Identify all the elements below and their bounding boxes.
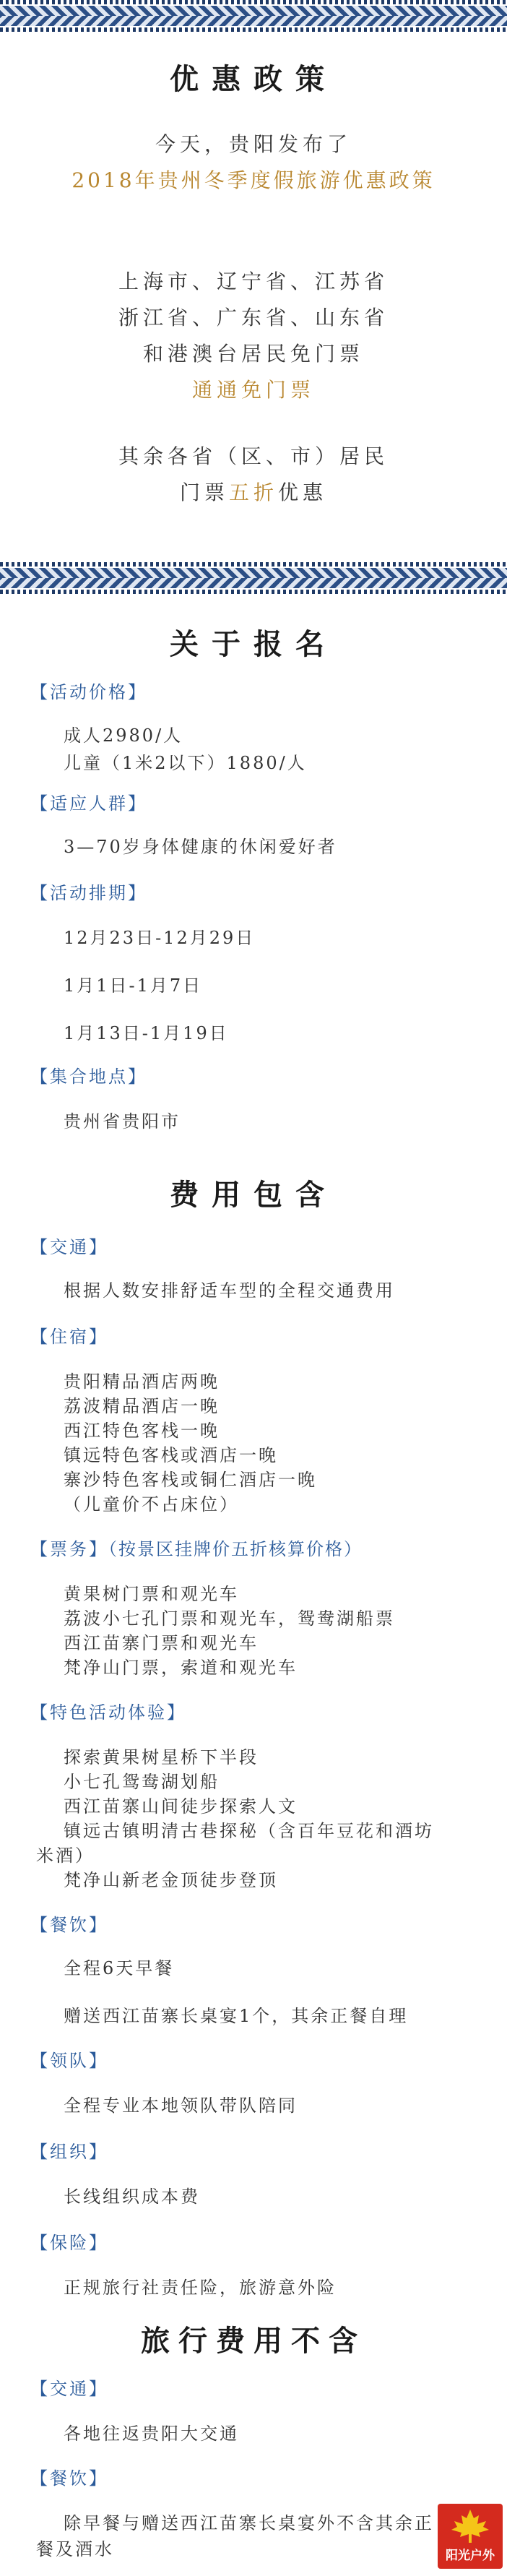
policy-region-line-1: 上海市、辽宁省、江苏省 <box>118 270 389 293</box>
experience-item-2: 小七孔鸳鸯湖划船 <box>64 1772 220 1792</box>
excluded-title: 旅行费用不含 <box>141 2324 366 2358</box>
policy-region-line-3: 和港澳台居民免门票 <box>142 342 364 366</box>
schedule-date-3: 1月13日-1月19日 <box>64 1023 229 1043</box>
tag-excluded-meal-label: 餐饮 <box>50 2468 89 2489</box>
tag-meal: 【餐饮】 <box>30 1915 108 1935</box>
experience-item-3: 西江苗寨山间徒步探索人文 <box>64 1796 298 1817</box>
insurance-text: 正规旅行社责任险，旅游意外险 <box>64 2278 337 2298</box>
price-adult: 成人2980/人 <box>64 725 183 746</box>
tag-schedule-label: 活动排期 <box>50 883 128 903</box>
tag-included-transport-label: 交通 <box>50 1237 89 1257</box>
price-child: 儿童（1米2以下）1880/人 <box>64 753 307 773</box>
policy-free-tickets: 通通免门票 <box>191 378 315 402</box>
hotel-item-4: 镇远特色客栈或酒店一晚 <box>64 1445 278 1465</box>
experience-item-4: 镇远古镇明清古巷探秘（含百年豆花和酒坊 <box>64 1821 434 1841</box>
tag-schedule: 【活动排期】 <box>30 883 147 903</box>
tag-price-label: 活动价格 <box>50 682 128 702</box>
experience-item-5: 梵净山新老金顶徒步登顶 <box>64 1870 278 1890</box>
ticket-item-2: 荔波小七孔门票和观光车，鸳鸯湖船票 <box>64 1608 395 1629</box>
meal-item-1: 全程6天早餐 <box>64 1958 175 1978</box>
decorative-border-top <box>0 0 507 32</box>
policy-other-line-2 <box>0 477 507 506</box>
maple-leaf-icon <box>450 2508 490 2544</box>
hotel-item-6: （儿童价不占床位） <box>64 1494 239 1515</box>
meal-item-2: 赠送西江苗寨长桌宴1个，其余正餐自理 <box>64 2006 409 2026</box>
tag-org: 【组织】 <box>30 2142 108 2162</box>
leader-text: 全程专业本地领队带队陪同 <box>64 2095 298 2116</box>
tag-hotel: 【住宿】 <box>30 1327 108 1347</box>
schedule-date-2: 1月1日-1月7日 <box>64 975 203 996</box>
policy-headline: 2018年贵州冬季度假旅游优惠政策 <box>72 168 436 192</box>
brand-logo <box>438 2504 503 2569</box>
hotel-item-1: 贵阳精品酒店两晚 <box>64 1371 220 1392</box>
tag-meet: 【集合地点】 <box>30 1067 147 1087</box>
hotel-item-3: 西江特色客栈一晚 <box>64 1421 220 1441</box>
tag-crowd-label: 适应人群 <box>50 793 128 814</box>
tag-price: 【活动价格】 <box>30 682 147 702</box>
policy-title: 优惠政策 <box>170 62 337 96</box>
crowd-text: 3—70岁身体健康的休闲爱好者 <box>64 837 337 857</box>
tag-meal-label: 餐饮 <box>50 1915 89 1935</box>
tag-experience: 【特色活动体验】 <box>30 1702 186 1723</box>
ticket-item-3: 西江苗寨门票和观光车 <box>64 1633 259 1653</box>
tag-included-transport: 【交通】 <box>30 1237 108 1257</box>
included-transport-text: 根据人数安排舒适车型的全程交通费用 <box>64 1280 395 1301</box>
policy-other-prefix: 门票 <box>179 481 229 504</box>
experience-item-4-wrap: 米酒） <box>36 1845 95 1866</box>
hotel-item-5: 寨沙特色客栈或铜仁酒店一晚 <box>64 1470 317 1490</box>
tag-hotel-label: 住宿 <box>50 1327 89 1347</box>
policy-discount: 五折 <box>228 481 278 504</box>
experience-item-1: 探索黄果树星桥下半段 <box>64 1747 259 1767</box>
tag-ticket: 【票务】（按景区挂牌价五折核算价格） <box>30 1539 363 1559</box>
policy-other-suffix: 优惠 <box>278 481 328 504</box>
decorative-border-middle <box>0 562 507 594</box>
logo-text: 阳光户外 <box>446 2549 495 2563</box>
tag-meet-label: 集合地点 <box>50 1067 128 1087</box>
meet-location: 贵州省贵阳市 <box>64 1111 181 1132</box>
excluded-transport-text: 各地往返贵阳大交通 <box>64 2424 239 2444</box>
tag-excluded-transport: 【交通】 <box>30 2379 108 2399</box>
signup-title: 关于报名 <box>170 627 337 661</box>
tag-excluded-transport-label: 交通 <box>50 2379 89 2399</box>
tag-experience-label: 特色活动体验 <box>50 1702 167 1723</box>
tag-org-label: 组织 <box>50 2142 89 2162</box>
org-text: 长线组织成本费 <box>64 2187 200 2207</box>
included-title: 费用包含 <box>170 1178 337 1212</box>
ticket-item-4: 梵净山门票，索道和观光车 <box>64 1658 298 1678</box>
schedule-date-1: 12月23日-12月29日 <box>64 928 256 948</box>
tag-leader-label: 领队 <box>50 2051 89 2071</box>
tag-excluded-meal: 【餐饮】 <box>30 2468 108 2489</box>
tag-ticket-label: 票务 <box>50 1539 89 1559</box>
tag-insurance: 【保险】 <box>30 2233 108 2253</box>
ticket-item-1: 黄果树门票和观光车 <box>64 1584 239 1604</box>
policy-region-line-2: 浙江省、广东省、山东省 <box>118 306 389 329</box>
hotel-item-2: 荔波精品酒店一晚 <box>64 1396 220 1416</box>
excluded-meal-line-2: 餐及酒水 <box>36 2539 114 2559</box>
tag-leader: 【领队】 <box>30 2051 108 2071</box>
policy-other-line-1: 其余各省（区、市）居民 <box>118 444 389 468</box>
ticket-note: （按景区挂牌价五折核算价格） <box>108 1539 363 1559</box>
policy-intro: 今天，贵阳发布了 <box>155 132 352 156</box>
tag-crowd: 【适应人群】 <box>30 793 147 814</box>
tag-insurance-label: 保险 <box>50 2233 89 2253</box>
excluded-meal-line-1: 除早餐与赠送西江苗寨长桌宴外不含其余正 <box>64 2513 434 2533</box>
